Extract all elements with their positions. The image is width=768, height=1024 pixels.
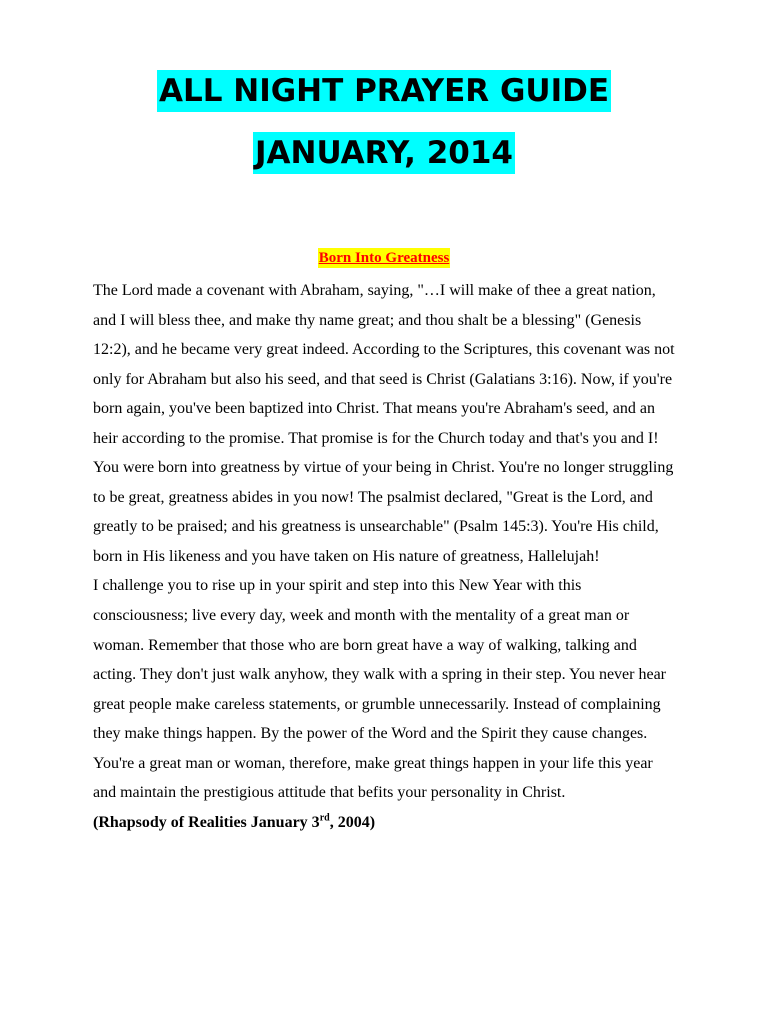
document-date: JANUARY, 2014 [253,132,515,174]
source-prefix: (Rhapsody of Realities January 3 [93,813,320,831]
section-heading: Born Into Greatness [318,250,450,266]
paragraph-3: I challenge you to rise up in your spirit and step into this New Year with this consciousness; live every day, week and month with the mentality of a great man or woman. Remember that those who are born great have a way of walking, talking and acting. They don't just walk anyhow, they walk with a spring in their step. You never hear great people make careless statements, or grumble unnecessarily. Instead of complaining they make things happen. By the power of the Word and the Spirit they cause changes. You're a great man or woman, therefore, make great things happen in your life this year and maintain the prestigious attitude that befits your personality in Christ. [93,577,666,802]
paragraph-1: The Lord made a covenant with Abraham, saying, "…I will make of thee a great nation, and I will bless thee, and make thy name great; and thou shalt be a blessing" (Genesis 12:2), and he became very great indeed. According to the Scriptures, this covenant was not only for Abraham but also his seed, and that seed is Christ (Galatians 3:16). Now, if you're born again, you've been baptized into Christ. That means you're Abraham's seed, and an heir according to the promise. That promise is for the Church today and that's you and I! [93,282,675,447]
source-superscript: rd [319,812,330,824]
source-citation [93,808,675,838]
section-heading-row [0,248,768,268]
document-title: ALL NIGHT PRAYER GUIDE [157,70,611,112]
paragraph-2: You were born into greatness by virtue of your being in Christ. You're no longer struggling to be great, greatness abides in you now! The psalmist declared, "Great is the Lord, and greatly to be praised; and his greatness is unsearchable" (Psalm 145:3). You're His child, born in His likeness and you have taken on His nature of greatness, Hallelujah! [93,459,674,565]
title-line-2 [0,132,768,174]
source-suffix: , 2004) [329,813,376,831]
title-line-1 [0,70,768,112]
document-body [93,276,675,837]
